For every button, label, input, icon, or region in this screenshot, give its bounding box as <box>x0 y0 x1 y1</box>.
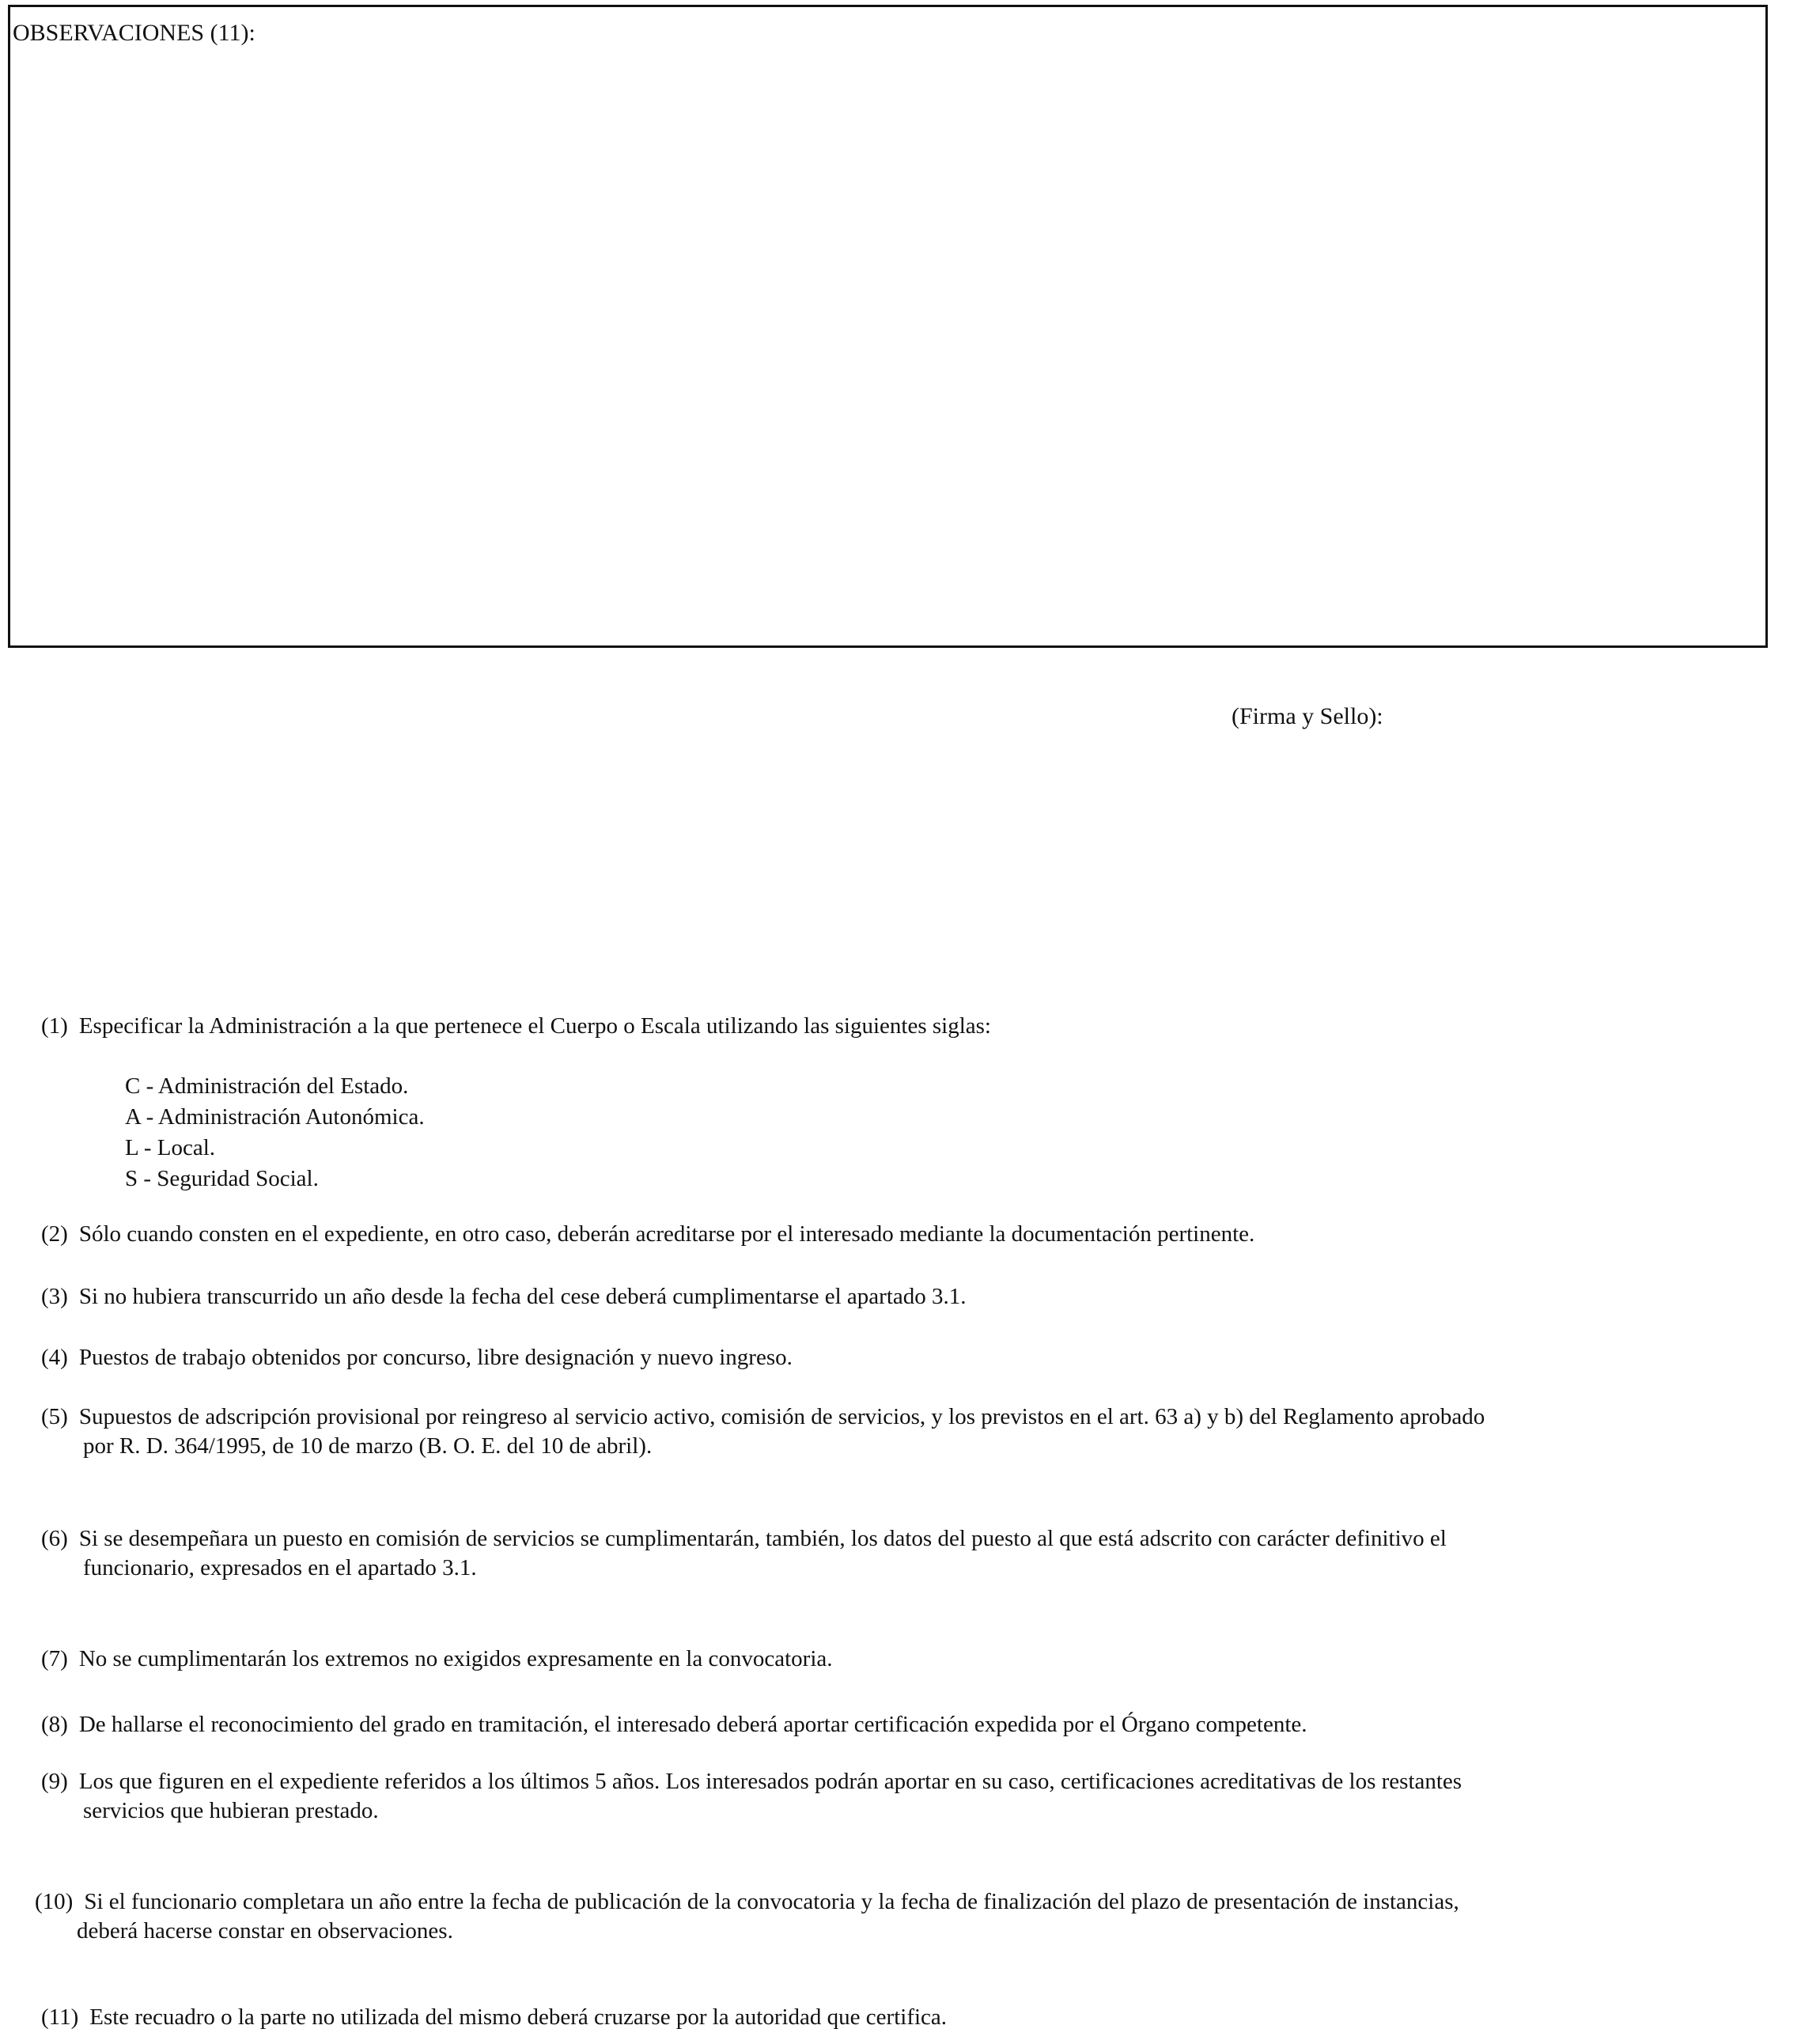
note-3 <box>41 1282 967 1312</box>
note-number: (1) <box>41 1013 68 1039</box>
note-number: (9) <box>41 1769 68 1794</box>
note-1 <box>41 1012 991 1041</box>
note-6 <box>41 1524 1447 1583</box>
observaciones-box <box>8 5 1768 648</box>
sigla-item: L - Local. <box>125 1135 216 1160</box>
note-text: De hallarse el reconocimiento del grado en tramitación, el interesado deberá aportar certificación expedida por el Órgano competente. <box>78 1712 1307 1737</box>
note-8 <box>41 1710 1307 1739</box>
note-4 <box>41 1343 793 1372</box>
note-2 <box>41 1220 1254 1249</box>
note-number: (4) <box>41 1345 68 1370</box>
note-number: (10) <box>35 1889 74 1914</box>
sigla-item: S - Seguridad Social. <box>125 1166 319 1191</box>
note-number: (11) <box>41 2004 79 2030</box>
sigla-item: A - Administración Autonómica. <box>125 1104 425 1130</box>
note-text-line-1: Los que figuren en el expediente referidos a los últimos 5 años. Los interesados podrán aportar en su caso, certificaciones acreditativas de los restantes <box>78 1769 1462 1794</box>
note-text-line-1: Si el funcionario completara un año entre la fecha de publicación de la convocatoria y la fecha de finalización del plazo de presentación de instancias, <box>84 1889 1459 1914</box>
note-number: (7) <box>41 1646 68 1671</box>
note-number: (5) <box>41 1404 68 1429</box>
note-text: Puestos de trabajo obtenidos por concurso, libre designación y nuevo ingreso. <box>78 1345 793 1370</box>
note-text-line-2: por R. D. 364/1995, de 10 de marzo (B. O. E. del 10 de abril). <box>83 1433 653 1459</box>
note-number: (2) <box>41 1221 68 1247</box>
note-text: Especificar la Administración a la que pertenece el Cuerpo o Escala utilizando las siguientes siglas: <box>78 1013 991 1039</box>
observaciones-title: OBSERVACIONES (11): <box>13 20 255 46</box>
note-7 <box>41 1645 833 1674</box>
note-text-line-1: Si se desempeñara un puesto en comisión de servicios se cumplimentarán, también, los datos del puesto al que está adscrito con carácter definitivo el <box>78 1526 1447 1551</box>
note-text: No se cumplimentarán los extremos no exigidos expresamente en la convocatoria. <box>78 1646 833 1671</box>
note-9 <box>41 1767 1462 1826</box>
note-text: Sólo cuando consten en el expediente, en otro caso, deberán acreditarse por el interesado mediante la documentación pertinente. <box>78 1221 1255 1247</box>
note-number: (3) <box>41 1284 68 1309</box>
note-5 <box>41 1402 1485 1461</box>
note-10 <box>35 1887 1459 1946</box>
firma-sello-label: (Firma y Sello): <box>1232 703 1383 729</box>
sigla-item: C - Administración del Estado. <box>125 1073 409 1099</box>
note-text-line-1: Supuestos de adscripción provisional por reingreso al servicio activo, comisión de servicios, y los previstos en el art. 63 a) y b) del Reglamento aprobado <box>78 1404 1485 1429</box>
note-text-line-2: deberá hacerse constar en observaciones. <box>77 1918 453 1944</box>
note-11 <box>41 2003 947 2032</box>
note-number: (6) <box>41 1526 68 1551</box>
note-text-line-2: funcionario, expresados en el apartado 3.1. <box>83 1555 477 1580</box>
note-text-line-2: servicios que hubieran prestado. <box>83 1798 379 1823</box>
note-number: (8) <box>41 1712 68 1737</box>
note-text: Si no hubiera transcurrido un año desde la fecha del cese deberá cumplimentarse el apartado 3.1. <box>78 1284 967 1309</box>
note-text: Este recuadro o la parte no utilizada del mismo deberá cruzarse por la autoridad que certifica. <box>89 2004 948 2030</box>
